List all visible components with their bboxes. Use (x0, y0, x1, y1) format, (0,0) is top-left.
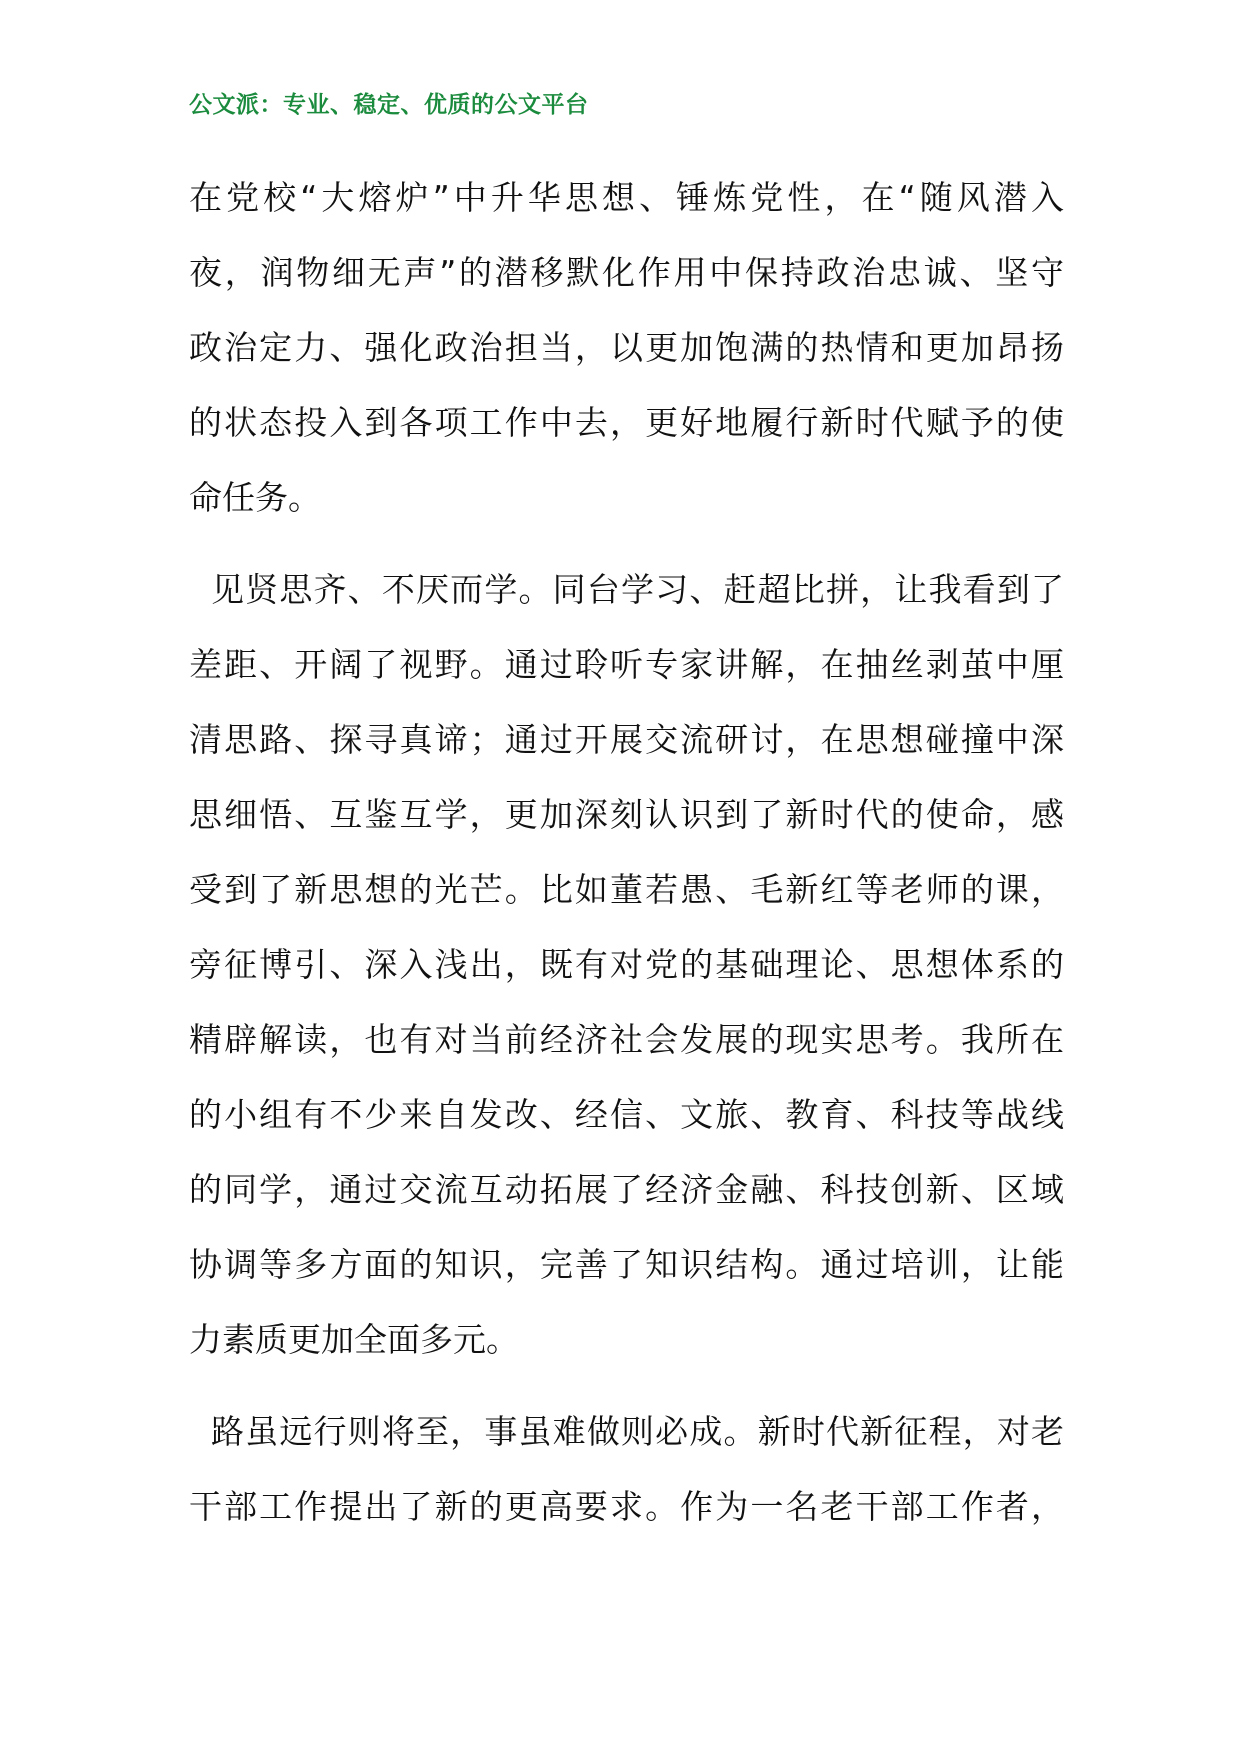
paragraph-2 (189, 552, 1064, 1377)
text-line: 的状态投入到各项工作中去，更好地履行新时代赋予的使 (189, 403, 1064, 442)
text-line: 力素质更加全面多元。 (189, 1320, 519, 1359)
text-line: 的小组有不少来自发改、经信、文旅、教育、科技等战线 (189, 1095, 1064, 1134)
text-line: 思细悟、互鉴互学，更加深刻认识到了新时代的使命，感 (189, 795, 1064, 834)
text-line: 精辟解读，也有对当前经济社会发展的现实思考。我所在 (189, 1020, 1064, 1059)
paragraph-3 (189, 1394, 1064, 1544)
page-header: 公文派：专业、稳定、优质的公文平台 (189, 91, 589, 118)
text-line: 的同学，通过交流互动拓展了经济金融、科技创新、区域 (189, 1170, 1064, 1209)
document-body (189, 160, 1064, 1561)
text-line: 协调等多方面的知识，完善了知识结构。通过培训，让能 (189, 1245, 1064, 1284)
text-line: 干部工作提出了新的更高要求。作为一名老干部工作者， (189, 1487, 1064, 1526)
paragraph-1 (189, 160, 1064, 535)
text-line: 旁征博引、深入浅出，既有对党的基础理论、思想体系的 (189, 945, 1064, 984)
text-line: 政治定力、强化政治担当，以更加饱满的热情和更加昂扬 (189, 328, 1064, 367)
text-line: 命任务。 (189, 478, 321, 517)
text-line: 清思路、探寻真谛；通过开展交流研讨，在思想碰撞中深 (189, 720, 1064, 759)
text-line: 路虽远行则将至，事虽难做则必成。新时代新征程，对老 (211, 1412, 1064, 1451)
text-line: 差距、开阔了视野。通过聆听专家讲解，在抽丝剥茧中厘 (189, 645, 1064, 684)
text-line: 在党校“大熔炉”中升华思想、锤炼党性，在“随风潜入 (189, 178, 1064, 217)
text-line: 夜，润物细无声”的潜移默化作用中保持政治忠诚、坚守 (189, 253, 1064, 292)
text-line: 受到了新思想的光芒。比如董若愚、毛新红等老师的课， (189, 870, 1064, 909)
text-line: 见贤思齐、不厌而学。同台学习、赶超比拼，让我看到了 (211, 570, 1064, 609)
